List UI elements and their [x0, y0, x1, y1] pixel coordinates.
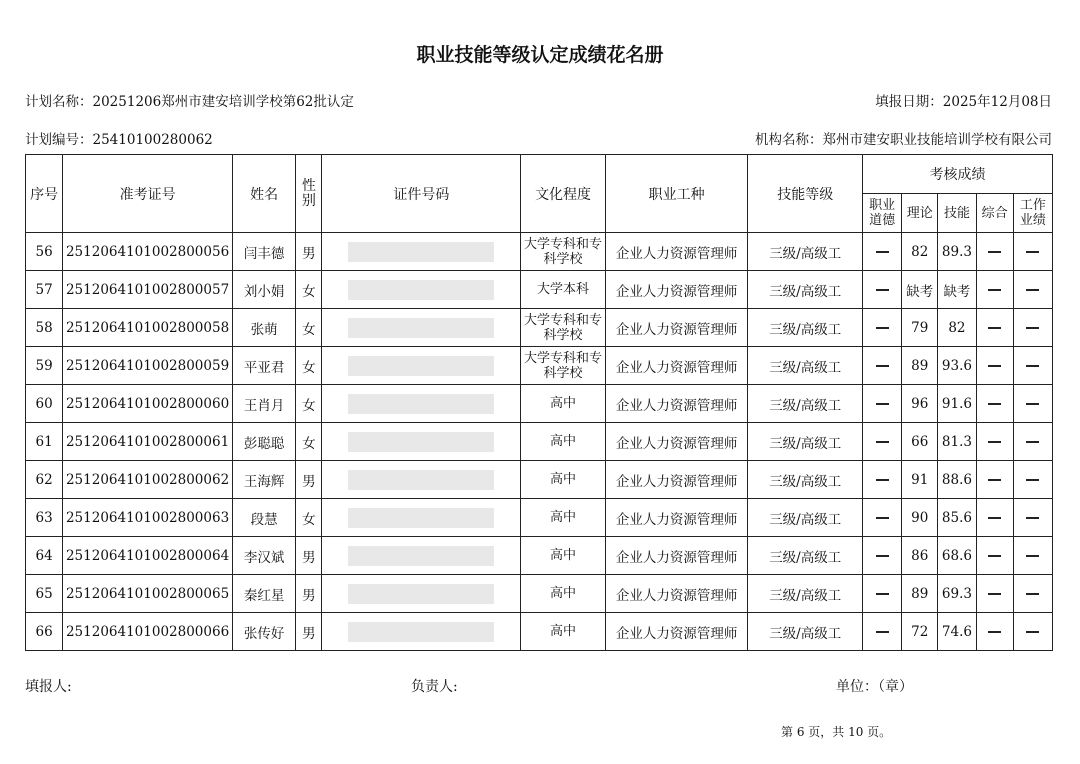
cell-seq: 61 — [26, 423, 63, 461]
empty-score-dash — [876, 555, 889, 557]
cell-name: 段慧 — [232, 499, 295, 537]
cell-theory: 72 — [902, 613, 938, 651]
cell-seq: 65 — [26, 575, 63, 613]
cell-gender: 女 — [296, 423, 322, 461]
cell-ethics — [863, 347, 902, 385]
header-ticket: 准考证号 — [63, 155, 233, 233]
cell-skill: 74.6 — [938, 613, 976, 651]
cell-name: 平亚君 — [232, 347, 295, 385]
header-work-performance: 工作业绩 — [1013, 194, 1052, 233]
empty-score-dash — [876, 441, 889, 443]
cell-gender: 女 — [296, 309, 322, 347]
header-level: 技能等级 — [748, 155, 863, 233]
cell-work-performance — [1013, 613, 1052, 651]
cell-level: 三级/高级工 — [748, 347, 863, 385]
cell-ethics — [863, 575, 902, 613]
redacted-id-block — [348, 584, 494, 604]
cell-work-performance — [1013, 461, 1052, 499]
empty-score-dash — [988, 365, 1001, 367]
cell-level: 三级/高级工 — [748, 537, 863, 575]
table-row — [26, 233, 1053, 271]
cell-occupation: 企业人力资源管理师 — [605, 537, 748, 575]
redacted-id-block — [348, 432, 494, 452]
cell-ticket: 2512064101002800059 — [63, 347, 233, 385]
empty-score-dash — [876, 365, 889, 367]
cell-skill: 68.6 — [938, 537, 976, 575]
empty-score-dash — [988, 327, 1001, 329]
empty-score-dash — [1026, 479, 1039, 481]
cell-skill: 81.3 — [938, 423, 976, 461]
cell-skill: 93.6 — [938, 347, 976, 385]
header-education: 文化程度 — [521, 155, 605, 233]
empty-score-dash — [988, 251, 1001, 253]
cell-work-performance — [1013, 233, 1052, 271]
empty-score-dash — [988, 289, 1001, 291]
redacted-id-block — [348, 356, 494, 376]
cell-ticket: 2512064101002800066 — [63, 613, 233, 651]
cell-theory: 91 — [902, 461, 938, 499]
table-row — [26, 537, 1053, 575]
empty-score-dash — [988, 593, 1001, 595]
cell-seq: 64 — [26, 537, 63, 575]
cell-education: 高中 — [521, 613, 605, 651]
cell-seq: 63 — [26, 499, 63, 537]
cell-id-number — [322, 461, 521, 499]
empty-score-dash — [1026, 517, 1039, 519]
cell-id-number — [322, 233, 521, 271]
cell-ticket: 2512064101002800065 — [63, 575, 233, 613]
cell-work-performance — [1013, 309, 1052, 347]
cell-education: 高中 — [521, 575, 605, 613]
cell-work-performance — [1013, 575, 1052, 613]
cell-seq: 56 — [26, 233, 63, 271]
cell-gender: 男 — [296, 613, 322, 651]
cell-theory: 缺考 — [902, 271, 938, 309]
cell-occupation: 企业人力资源管理师 — [605, 575, 748, 613]
cell-ticket: 2512064101002800058 — [63, 309, 233, 347]
cell-seq: 66 — [26, 613, 63, 651]
cell-theory: 89 — [902, 575, 938, 613]
cell-gender: 女 — [296, 385, 322, 423]
cell-ticket: 2512064101002800060 — [63, 385, 233, 423]
empty-score-dash — [1026, 441, 1039, 443]
empty-score-dash — [876, 251, 889, 253]
cell-comprehensive — [976, 385, 1013, 423]
empty-score-dash — [1026, 403, 1039, 405]
cell-ticket: 2512064101002800064 — [63, 537, 233, 575]
cell-occupation: 企业人力资源管理师 — [605, 423, 748, 461]
empty-score-dash — [1026, 251, 1039, 253]
cell-ticket: 2512064101002800062 — [63, 461, 233, 499]
cell-skill: 82 — [938, 309, 976, 347]
cell-seq: 58 — [26, 309, 63, 347]
cell-skill: 88.6 — [938, 461, 976, 499]
responsible-label: 负责人: — [411, 679, 458, 695]
fill-date: 填报日期：2025年12月08日 — [875, 94, 1052, 110]
cell-name: 王肖月 — [232, 385, 295, 423]
redacted-id-block — [348, 470, 494, 490]
cell-comprehensive — [976, 499, 1013, 537]
cell-seq: 62 — [26, 461, 63, 499]
empty-score-dash — [988, 555, 1001, 557]
redacted-id-block — [348, 242, 494, 262]
cell-comprehensive — [976, 613, 1013, 651]
cell-education: 大学本科 — [521, 271, 605, 309]
cell-occupation: 企业人力资源管理师 — [605, 309, 748, 347]
header-theory: 理论 — [902, 194, 938, 233]
cell-work-performance — [1013, 499, 1052, 537]
header-scores: 考核成绩 — [863, 155, 1053, 194]
cell-id-number — [322, 575, 521, 613]
cell-occupation: 企业人力资源管理师 — [605, 233, 748, 271]
cell-work-performance — [1013, 271, 1052, 309]
empty-score-dash — [1026, 365, 1039, 367]
redacted-id-block — [348, 318, 494, 338]
cell-ethics — [863, 461, 902, 499]
cell-gender: 男 — [296, 233, 322, 271]
empty-score-dash — [1026, 327, 1039, 329]
cell-comprehensive — [976, 461, 1013, 499]
cell-education: 高中 — [521, 385, 605, 423]
table-row — [26, 613, 1053, 651]
empty-score-dash — [876, 631, 889, 633]
cell-id-number — [322, 385, 521, 423]
empty-score-dash — [988, 479, 1001, 481]
cell-seq: 60 — [26, 385, 63, 423]
cell-theory: 90 — [902, 499, 938, 537]
score-roster-table — [25, 154, 1053, 651]
cell-name: 闫丰德 — [232, 233, 295, 271]
empty-score-dash — [988, 517, 1001, 519]
cell-comprehensive — [976, 233, 1013, 271]
header-skill: 技能 — [938, 194, 976, 233]
empty-score-dash — [1026, 289, 1039, 291]
cell-name: 张传好 — [232, 613, 295, 651]
cell-name: 秦红星 — [232, 575, 295, 613]
cell-seq: 57 — [26, 271, 63, 309]
redacted-id-block — [348, 622, 494, 642]
header-occupation: 职业工种 — [605, 155, 748, 233]
header-name: 姓名 — [232, 155, 295, 233]
cell-gender: 男 — [296, 461, 322, 499]
page-number: 第 6 页，共 10 页。 — [781, 725, 892, 739]
header-seq: 序号 — [26, 155, 63, 233]
redacted-id-block — [348, 508, 494, 528]
redacted-id-block — [348, 280, 494, 300]
plan-code: 计划编号：25410100280062 — [25, 132, 213, 148]
header-gender: 性别 — [296, 155, 322, 233]
cell-theory: 79 — [902, 309, 938, 347]
cell-level: 三级/高级工 — [748, 233, 863, 271]
cell-ethics — [863, 423, 902, 461]
unit-seal-label: 单位：（章） — [836, 679, 913, 695]
cell-ticket: 2512064101002800056 — [63, 233, 233, 271]
cell-level: 三级/高级工 — [748, 423, 863, 461]
cell-occupation: 企业人力资源管理师 — [605, 461, 748, 499]
empty-score-dash — [876, 479, 889, 481]
cell-education: 高中 — [521, 537, 605, 575]
table-row — [26, 461, 1053, 499]
cell-theory: 96 — [902, 385, 938, 423]
cell-ethics — [863, 309, 902, 347]
organization-name: 机构名称：郑州市建安职业技能培训学校有限公司 — [755, 132, 1052, 148]
cell-work-performance — [1013, 537, 1052, 575]
cell-name: 彭聪聪 — [232, 423, 295, 461]
cell-ticket: 2512064101002800061 — [63, 423, 233, 461]
table-row — [26, 575, 1053, 613]
cell-level: 三级/高级工 — [748, 385, 863, 423]
empty-score-dash — [988, 403, 1001, 405]
empty-score-dash — [876, 327, 889, 329]
cell-skill: 85.6 — [938, 499, 976, 537]
cell-occupation: 企业人力资源管理师 — [605, 613, 748, 651]
cell-education: 大学专科和专科学校 — [521, 347, 605, 385]
cell-level: 三级/高级工 — [748, 461, 863, 499]
cell-id-number — [322, 347, 521, 385]
redacted-id-block — [348, 546, 494, 566]
table-row — [26, 309, 1053, 347]
cell-ticket: 2512064101002800063 — [63, 499, 233, 537]
header-ethics: 职业道德 — [863, 194, 902, 233]
cell-id-number — [322, 271, 521, 309]
empty-score-dash — [1026, 593, 1039, 595]
cell-work-performance — [1013, 385, 1052, 423]
cell-id-number — [322, 537, 521, 575]
cell-level: 三级/高级工 — [748, 271, 863, 309]
cell-comprehensive — [976, 347, 1013, 385]
empty-score-dash — [876, 517, 889, 519]
empty-score-dash — [988, 631, 1001, 633]
cell-comprehensive — [976, 309, 1013, 347]
cell-ticket: 2512064101002800057 — [63, 271, 233, 309]
cell-ethics — [863, 537, 902, 575]
cell-gender: 女 — [296, 347, 322, 385]
cell-level: 三级/高级工 — [748, 309, 863, 347]
cell-gender: 男 — [296, 537, 322, 575]
table-row — [26, 423, 1053, 461]
table-row — [26, 385, 1053, 423]
cell-level: 三级/高级工 — [748, 613, 863, 651]
table-row — [26, 499, 1053, 537]
cell-education: 高中 — [521, 499, 605, 537]
cell-occupation: 企业人力资源管理师 — [605, 347, 748, 385]
empty-score-dash — [876, 403, 889, 405]
cell-education: 大学专科和专科学校 — [521, 233, 605, 271]
cell-comprehensive — [976, 271, 1013, 309]
cell-ethics — [863, 499, 902, 537]
redacted-id-block — [348, 394, 494, 414]
cell-skill: 缺考 — [938, 271, 976, 309]
cell-skill: 89.3 — [938, 233, 976, 271]
table-row — [26, 271, 1053, 309]
cell-occupation: 企业人力资源管理师 — [605, 499, 748, 537]
cell-id-number — [322, 423, 521, 461]
cell-education: 大学专科和专科学校 — [521, 309, 605, 347]
cell-ethics — [863, 271, 902, 309]
document-title: 职业技能等级认定成绩花名册 — [416, 44, 664, 66]
cell-name: 张萌 — [232, 309, 295, 347]
cell-work-performance — [1013, 423, 1052, 461]
cell-education: 高中 — [521, 423, 605, 461]
cell-gender: 女 — [296, 271, 322, 309]
cell-id-number — [322, 613, 521, 651]
plan-name: 计划名称：20251206郑州市建安培训学校第62批认定 — [25, 94, 354, 110]
cell-name: 李汉斌 — [232, 537, 295, 575]
empty-score-dash — [1026, 555, 1039, 557]
cell-occupation: 企业人力资源管理师 — [605, 271, 748, 309]
filler-label: 填报人: — [25, 679, 72, 695]
cell-comprehensive — [976, 423, 1013, 461]
cell-ethics — [863, 613, 902, 651]
header-comprehensive: 综合 — [976, 194, 1013, 233]
cell-theory: 82 — [902, 233, 938, 271]
cell-level: 三级/高级工 — [748, 575, 863, 613]
empty-score-dash — [876, 593, 889, 595]
header-id-number: 证件号码 — [322, 155, 521, 233]
cell-ethics — [863, 233, 902, 271]
cell-id-number — [322, 499, 521, 537]
cell-education: 高中 — [521, 461, 605, 499]
cell-gender: 女 — [296, 499, 322, 537]
cell-gender: 男 — [296, 575, 322, 613]
cell-level: 三级/高级工 — [748, 499, 863, 537]
cell-theory: 89 — [902, 347, 938, 385]
empty-score-dash — [988, 441, 1001, 443]
cell-comprehensive — [976, 537, 1013, 575]
cell-theory: 86 — [902, 537, 938, 575]
cell-skill: 69.3 — [938, 575, 976, 613]
cell-skill: 91.6 — [938, 385, 976, 423]
cell-theory: 66 — [902, 423, 938, 461]
cell-id-number — [322, 309, 521, 347]
empty-score-dash — [1026, 631, 1039, 633]
cell-seq: 59 — [26, 347, 63, 385]
cell-name: 王海辉 — [232, 461, 295, 499]
cell-work-performance — [1013, 347, 1052, 385]
cell-comprehensive — [976, 575, 1013, 613]
cell-ethics — [863, 385, 902, 423]
table-row — [26, 347, 1053, 385]
cell-name: 刘小娟 — [232, 271, 295, 309]
cell-occupation: 企业人力资源管理师 — [605, 385, 748, 423]
empty-score-dash — [876, 289, 889, 291]
